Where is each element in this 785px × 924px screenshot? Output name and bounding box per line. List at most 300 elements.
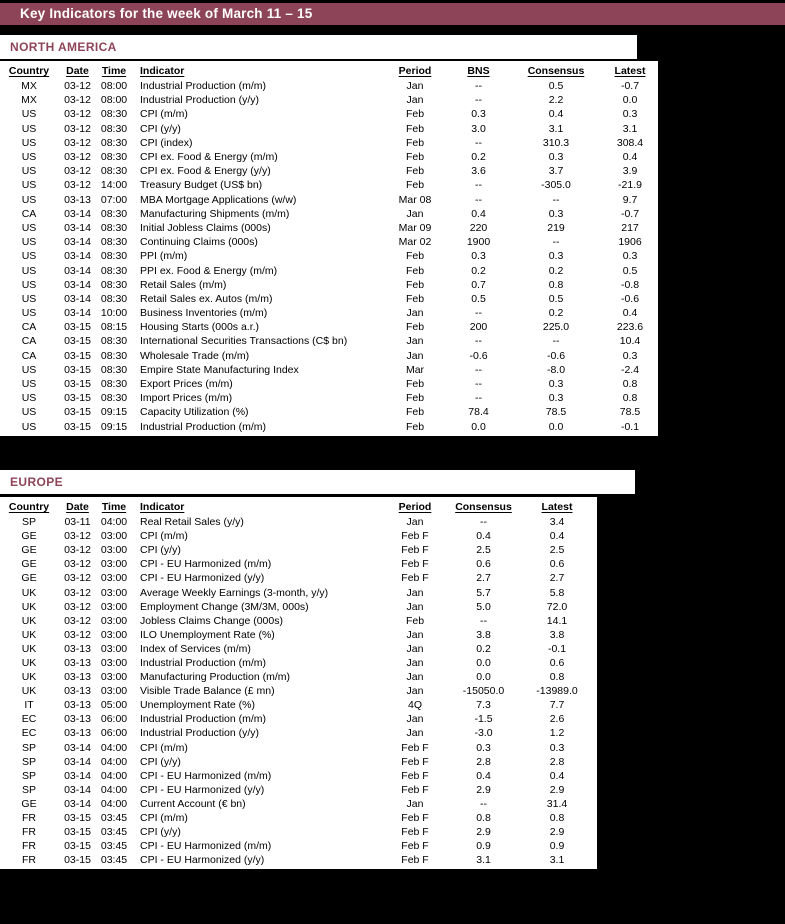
cell-consensus: 0.0: [476, 671, 491, 684]
cell-bns: 1900: [466, 236, 491, 249]
cell-period: Feb F: [401, 741, 429, 754]
cell-period: Mar 09: [398, 221, 432, 234]
cell-consensus: 0.2: [548, 307, 564, 320]
cell-date: 03-14: [64, 797, 91, 810]
cell-latest: 0.8: [549, 671, 565, 684]
cell-latest: 0.4: [622, 151, 638, 164]
cell-bns: 0.2: [471, 151, 486, 164]
cell-time: 08:30: [100, 136, 128, 149]
cell-latest: 10.4: [619, 335, 641, 348]
cell-period: Mar: [405, 363, 425, 376]
cell-period: Mar 02: [398, 236, 432, 249]
table-row: [0, 600, 597, 614]
cell-indicator: Manufacturing Production (m/m): [140, 671, 290, 684]
cell-country: US: [21, 378, 37, 391]
cell-indicator: Empire State Manufacturing Index: [140, 363, 299, 376]
cell-date: 03-14: [64, 278, 91, 291]
cell-bns: --: [475, 136, 482, 149]
cell-consensus: 2.5: [476, 544, 491, 557]
cell-consensus: 0.4: [476, 530, 491, 543]
table-row: [0, 557, 597, 571]
cell-country: MX: [21, 80, 37, 93]
cell-period: Jan: [406, 349, 424, 362]
cell-period: Feb F: [401, 755, 429, 768]
cell-latest: -0.1: [620, 420, 640, 433]
table-header-row: [0, 63, 658, 79]
cell-indicator: PPI (m/m): [140, 250, 188, 263]
cell-date: 03-12: [64, 122, 91, 135]
cell-country: UK: [21, 656, 37, 669]
cell-date: 03-11: [64, 516, 91, 529]
table-row: [0, 79, 658, 93]
cell-country: SP: [21, 516, 36, 529]
cell-latest: 1906: [618, 236, 642, 249]
cell-date: 03-13: [64, 656, 91, 669]
cell-date: 03-14: [64, 221, 91, 234]
cell-indicator: Unemployment Rate (%): [140, 699, 255, 712]
cell-period: Feb: [405, 378, 425, 391]
cell-date: 03-14: [64, 769, 91, 782]
table-row: [0, 93, 658, 107]
cell-consensus: 0.8: [476, 812, 491, 825]
cell-indicator: PPI ex. Food & Energy (m/m): [140, 264, 278, 277]
cell-time: 09:15: [100, 406, 128, 419]
cell-time: 08:30: [100, 236, 128, 249]
cell-country: GE: [21, 558, 37, 571]
cell-time: 08:30: [100, 264, 128, 277]
cell-date: 03-13: [64, 671, 91, 684]
cell-latest: 3.9: [622, 165, 638, 178]
cell-indicator: Retail Sales ex. Autos (m/m): [140, 292, 273, 305]
cell-time: 03:00: [100, 558, 128, 571]
cell-indicator: Initial Jobless Claims (000s): [140, 221, 271, 234]
cell-bns: 200: [469, 321, 488, 334]
table-row: [0, 334, 658, 348]
cell-period: Feb: [405, 108, 425, 121]
cell-country: US: [21, 165, 37, 178]
cell-time: 08:30: [100, 335, 128, 348]
cell-consensus: 225.0: [542, 321, 570, 334]
cell-latest: 0.8: [622, 392, 638, 405]
table-row: [0, 529, 597, 543]
cell-period: Feb: [405, 250, 425, 263]
cell-consensus: 3.1: [476, 854, 491, 867]
report-title-bar: Key Indicators for the week of March 11 – 15: [0, 3, 785, 25]
cell-country: UK: [21, 586, 37, 599]
cell-bns: 0.0: [471, 420, 486, 433]
cell-date: 03-14: [64, 307, 91, 320]
table-row: [0, 150, 658, 164]
cell-consensus: -1.5: [474, 713, 493, 726]
cell-indicator: CPI (m/m): [140, 741, 188, 754]
cell-country: FR: [22, 840, 36, 853]
cell-consensus: 78.5: [545, 406, 567, 419]
cell-date: 03-15: [64, 363, 91, 376]
cell-country: US: [21, 264, 37, 277]
cell-latest: -0.7: [620, 207, 640, 220]
cell-latest: 0.3: [549, 741, 565, 754]
cell-consensus: 0.3: [548, 250, 564, 263]
table-row: [0, 755, 597, 769]
cell-latest: 72.0: [546, 600, 568, 613]
cell-country: GE: [21, 797, 37, 810]
cell-bns: --: [475, 193, 482, 206]
cell-indicator: Treasury Budget (US$ bn): [140, 179, 263, 192]
cell-country: EC: [21, 713, 37, 726]
north-america-table-panel: [0, 61, 658, 436]
cell-consensus: 0.6: [476, 558, 491, 571]
cell-date: 03-12: [64, 94, 91, 107]
cell-time: 08:00: [100, 80, 128, 93]
cell-time: 08:30: [100, 363, 128, 376]
cell-latest: 223.6: [616, 321, 644, 334]
cell-bns: 0.3: [471, 108, 486, 121]
cell-date: 03-13: [64, 193, 91, 206]
cell-bns: 0.3: [471, 250, 486, 263]
cell-period: Feb F: [401, 558, 429, 571]
cell-time: 08:15: [100, 321, 128, 334]
cell-latest: -13989.0: [536, 685, 578, 698]
cell-consensus: 0.3: [548, 151, 564, 164]
cell-bns: 0.5: [471, 292, 486, 305]
cell-period: Jan: [406, 727, 424, 740]
cell-latest: -0.7: [620, 80, 640, 93]
cell-time: 08:30: [100, 250, 128, 263]
table-row: [0, 825, 597, 839]
cell-time: 03:00: [100, 628, 128, 641]
cell-bns: --: [475, 179, 482, 192]
cell-date: 03-14: [64, 264, 91, 277]
cell-latest: -2.4: [620, 363, 640, 376]
cell-indicator: CPI - EU Harmonized (m/m): [140, 769, 272, 782]
column-header-date: Date: [66, 65, 89, 77]
table-row: [0, 420, 658, 434]
cell-bns: --: [475, 392, 482, 405]
cell-consensus: -15050.0: [462, 685, 505, 698]
cell-period: Feb: [405, 278, 425, 291]
cell-indicator: Wholesale Trade (m/m): [140, 349, 250, 362]
cell-period: Feb F: [401, 826, 429, 839]
cell-country: GE: [21, 544, 37, 557]
cell-latest: 0.8: [622, 378, 638, 391]
cell-consensus: 0.3: [548, 392, 564, 405]
europe-table-panel: [0, 497, 597, 869]
cell-consensus: 0.3: [476, 741, 491, 754]
cell-period: Feb: [405, 392, 425, 405]
cell-consensus: 7.3: [476, 699, 491, 712]
cell-date: 03-12: [64, 600, 91, 613]
cell-country: US: [21, 406, 37, 419]
table-row: [0, 741, 597, 755]
table-row: [0, 122, 658, 136]
cell-country: FR: [22, 812, 36, 825]
cell-consensus: 3.7: [548, 165, 564, 178]
cell-indicator: CPI - EU Harmonized (y/y): [140, 572, 265, 585]
cell-bns: 3.0: [471, 122, 486, 135]
cell-bns: -0.6: [469, 349, 488, 362]
cell-consensus: --: [552, 236, 560, 249]
cell-period: Mar 08: [398, 193, 432, 206]
cell-time: 14:00: [100, 179, 128, 192]
cell-country: EC: [21, 727, 37, 740]
cell-date: 03-12: [64, 572, 91, 585]
cell-indicator: Jobless Claims Change (000s): [140, 614, 283, 627]
cell-bns: 220: [469, 221, 488, 234]
cell-latest: 2.7: [549, 572, 565, 585]
cell-time: 04:00: [100, 797, 128, 810]
cell-date: 03-12: [64, 558, 91, 571]
cell-period: Feb: [405, 165, 425, 178]
cell-country: SP: [21, 741, 36, 754]
cell-date: 03-14: [64, 783, 91, 796]
cell-country: CA: [21, 335, 37, 348]
cell-time: 08:30: [100, 378, 128, 391]
cell-consensus: 0.0: [548, 420, 564, 433]
cell-time: 04:00: [100, 769, 128, 782]
cell-period: Feb F: [401, 783, 429, 796]
cell-time: 03:00: [100, 656, 128, 669]
cell-indicator: ILO Unemployment Rate (%): [140, 628, 275, 641]
cell-country: IT: [24, 699, 34, 712]
cell-time: 03:00: [100, 600, 128, 613]
cell-date: 03-13: [64, 713, 91, 726]
cell-latest: 0.3: [622, 349, 638, 362]
cell-country: GE: [21, 572, 37, 585]
north-america-indicators-table: [0, 63, 658, 434]
cell-time: 08:30: [100, 221, 128, 234]
cell-period: Jan: [406, 628, 424, 641]
cell-date: 03-12: [64, 586, 91, 599]
cell-latest: 217: [621, 221, 639, 234]
cell-bns: --: [475, 335, 482, 348]
cell-indicator: Industrial Production (y/y): [140, 94, 260, 107]
cell-consensus: 0.9: [476, 840, 491, 853]
cell-indicator: CPI (m/m): [140, 812, 188, 825]
cell-latest: 3.1: [549, 854, 565, 867]
cell-date: 03-12: [64, 80, 91, 93]
cell-period: Feb: [405, 264, 425, 277]
cell-bns: 78.4: [468, 406, 489, 419]
cell-date: 03-15: [64, 826, 91, 839]
cell-indicator: Industrial Production (m/m): [140, 713, 267, 726]
cell-indicator: CPI (index): [140, 136, 193, 149]
cell-period: Feb: [405, 179, 425, 192]
cell-time: 08:30: [100, 292, 128, 305]
cell-date: 03-12: [64, 614, 91, 627]
table-row: [0, 726, 597, 740]
cell-time: 08:30: [100, 108, 128, 121]
table-row: [0, 853, 597, 867]
column-header-period: Period: [398, 65, 432, 77]
cell-country: US: [21, 236, 37, 249]
cell-indicator: Index of Services (m/m): [140, 642, 251, 655]
cell-indicator: International Securities Transactions (C$ bn): [140, 335, 348, 348]
cell-period: Feb: [405, 614, 425, 627]
cell-time: 08:30: [100, 165, 128, 178]
cell-indicator: Real Retail Sales (y/y): [140, 516, 244, 529]
cell-date: 03-14: [64, 207, 91, 220]
cell-period: Feb: [405, 292, 425, 305]
cell-indicator: Employment Change (3M/3M, 000s): [140, 600, 309, 613]
table-row: [0, 585, 597, 599]
cell-period: 4Q: [407, 699, 422, 712]
cell-time: 04:00: [100, 741, 128, 754]
cell-consensus: --: [480, 614, 487, 627]
cell-indicator: Business Inventories (m/m): [140, 307, 268, 320]
cell-indicator: Housing Starts (000s a.r.): [140, 321, 260, 334]
cell-consensus: 0.2: [476, 642, 491, 655]
cell-country: US: [21, 363, 37, 376]
cell-period: Jan: [406, 600, 424, 613]
cell-indicator: CPI (y/y): [140, 826, 181, 839]
cell-indicator: CPI - EU Harmonized (y/y): [140, 854, 265, 867]
table-row: [0, 306, 658, 320]
cell-date: 03-12: [64, 628, 91, 641]
cell-period: Feb F: [401, 544, 429, 557]
cell-consensus: 0.3: [548, 207, 564, 220]
cell-country: US: [21, 307, 37, 320]
cell-time: 03:00: [100, 530, 128, 543]
cell-latest: 3.8: [549, 628, 565, 641]
cell-indicator: CPI (y/y): [140, 122, 181, 135]
cell-date: 03-12: [64, 108, 91, 121]
cell-period: Jan: [406, 642, 424, 655]
cell-date: 03-15: [64, 392, 91, 405]
cell-period: Feb F: [401, 530, 429, 543]
cell-consensus: 5.7: [476, 586, 491, 599]
cell-time: 08:30: [100, 278, 128, 291]
column-header-indicator: Indicator: [140, 65, 185, 77]
cell-consensus: 3.1: [548, 122, 564, 135]
cell-consensus: 2.7: [476, 572, 491, 585]
cell-bns: --: [475, 94, 482, 107]
table-row: [0, 164, 658, 178]
cell-time: 08:30: [100, 349, 128, 362]
cell-country: CA: [21, 349, 37, 362]
table-row: [0, 656, 597, 670]
column-header-country: Country: [8, 65, 50, 77]
cell-bns: --: [475, 378, 482, 391]
cell-date: 03-15: [64, 840, 91, 853]
cell-time: 03:00: [100, 586, 128, 599]
cell-consensus: 2.2: [548, 94, 564, 107]
cell-period: Feb: [405, 151, 425, 164]
cell-period: Jan: [406, 80, 424, 93]
cell-consensus: -0.6: [546, 349, 566, 362]
cell-date: 03-12: [64, 165, 91, 178]
column-header-country: Country: [8, 501, 50, 513]
cell-indicator: Manufacturing Shipments (m/m): [140, 207, 290, 220]
cell-period: Feb: [405, 321, 425, 334]
cell-indicator: CPI (y/y): [140, 544, 181, 557]
cell-latest: 78.5: [619, 406, 641, 419]
cell-country: US: [21, 193, 37, 206]
cell-latest: 2.8: [549, 755, 565, 768]
cell-date: 03-15: [64, 420, 91, 433]
cell-country: SP: [21, 755, 36, 768]
table-row: [0, 614, 597, 628]
table-row: [0, 698, 597, 712]
table-row: [0, 363, 658, 377]
cell-time: 04:00: [100, 516, 128, 529]
cell-indicator: Retail Sales (m/m): [140, 278, 227, 291]
cell-consensus: 310.3: [542, 136, 570, 149]
cell-date: 03-15: [64, 321, 91, 334]
cell-date: 03-15: [64, 812, 91, 825]
cell-date: 03-13: [64, 642, 91, 655]
cell-time: 05:00: [100, 699, 128, 712]
table-row: [0, 107, 658, 121]
table-row: [0, 811, 597, 825]
cell-country: US: [21, 151, 37, 164]
table-row: [0, 320, 658, 334]
cell-indicator: Industrial Production (y/y): [140, 727, 260, 740]
cell-latest: 0.6: [549, 656, 565, 669]
cell-country: US: [21, 179, 37, 192]
cell-date: 03-12: [64, 151, 91, 164]
cell-bns: --: [475, 363, 482, 376]
column-header-indicator: Indicator: [140, 501, 185, 513]
cell-time: 04:00: [100, 755, 128, 768]
cell-consensus: 0.2: [548, 264, 564, 277]
cell-indicator: CPI - EU Harmonized (m/m): [140, 558, 272, 571]
cell-time: 03:00: [100, 544, 128, 557]
table-row: [0, 377, 658, 391]
cell-period: Jan: [406, 94, 424, 107]
cell-time: 04:00: [100, 783, 128, 796]
cell-country: US: [21, 392, 37, 405]
cell-consensus: --: [480, 516, 487, 529]
table-row: [0, 684, 597, 698]
table-row: [0, 797, 597, 811]
cell-period: Feb F: [401, 572, 429, 585]
cell-indicator: Industrial Production (m/m): [140, 420, 267, 433]
cell-date: 03-15: [64, 349, 91, 362]
cell-latest: 7.7: [549, 699, 565, 712]
cell-consensus: 5.0: [476, 600, 491, 613]
cell-period: Jan: [406, 797, 424, 810]
cell-country: SP: [21, 769, 36, 782]
section-header-north-america: NORTH AMERICA: [0, 35, 637, 59]
cell-latest: 0.0: [622, 94, 638, 107]
column-header-consensus: Consensus: [455, 501, 512, 513]
column-header-bns: BNS: [467, 65, 490, 77]
cell-consensus: 0.8: [548, 278, 564, 291]
cell-time: 03:00: [100, 572, 128, 585]
table-row: [0, 571, 597, 585]
cell-indicator: Export Prices (m/m): [140, 378, 233, 391]
cell-date: 03-15: [64, 335, 91, 348]
cell-latest: -0.6: [620, 292, 640, 305]
table-row: [0, 391, 658, 405]
cell-country: US: [21, 221, 37, 234]
cell-latest: -21.9: [618, 179, 642, 192]
cell-period: Jan: [406, 713, 424, 726]
cell-indicator: CPI (m/m): [140, 530, 188, 543]
table-row: [0, 670, 597, 684]
cell-time: 03:45: [100, 826, 128, 839]
cell-latest: 2.9: [549, 783, 565, 796]
cell-date: 03-14: [64, 292, 91, 305]
cell-date: 03-12: [64, 136, 91, 149]
cell-consensus: 0.3: [548, 378, 564, 391]
cell-indicator: CPI (m/m): [140, 108, 188, 121]
cell-date: 03-15: [64, 854, 91, 867]
cell-consensus: 0.4: [476, 769, 491, 782]
cell-latest: 0.3: [622, 108, 638, 121]
table-row: [0, 405, 658, 419]
cell-consensus: -305.0: [541, 179, 571, 192]
